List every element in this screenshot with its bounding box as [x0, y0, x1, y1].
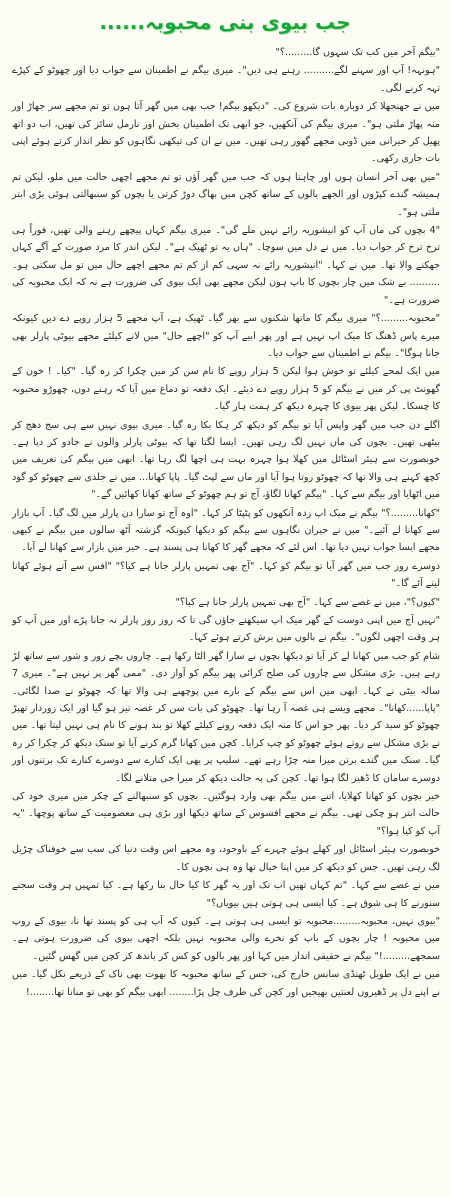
paragraph: میں نے جھنجھلا کر دوبارہ بات شروع کی۔ "دیکھو بیگم! جب بھی میں گھر آتا ہوں تو تم مجھے سر جھاڑ اور منہ پھاڑ ملتی ہو"۔ میری بیگم کی آنکھیں، جو ابھی تک اطمینان بخش اور نارمل سائز کی تھیں، اب دو اتھ پھیل کر حیرانی میں ڈوبی مجھے گھور رہی تھیں۔ میں نے ان کی تیکھی نگاہوں کو نظر انداز کرتے ہوئے اپنی بات جاری رکھی۔ [12, 101, 440, 165]
paragraph: شام کو جب میں کھانا لے کر آیا تو دیکھا بچوں نے سارا گھر الٹا رکھا ہے۔ چاروں بچے زور و شور سے ساتھ لڑ رہے ہیں۔ بڑی مشکل سے چاروں کی صلح کرائی پھر بیگم کو آواز دی۔ "ممی گھر پر نہیں ہے"۔ میری 7 سالہ بیٹی نے کہا۔ ابھی میں اس سے بیگم کے بارے میں پوچھنے ہی والا تھا کہ چھوٹو نے صدا لگائی۔ "پاپا......کھانا"۔ مجھے ویسے ہی غصہ آ رہا تھا۔ چھوٹو کی بات سن کر غصہ تیز ہو گیا اور ایک زوردار تھپڑ چھوٹو کو سید کر دیا۔ پھر جو اس کا منہ ایک دفعہ رونے کیلئے کھلا تو بند ہونے کا نام ہی نہیں لیتا تھا۔ میں نے بڑی مشکل سے روتے ہوئے چھوٹو کو چپ کرایا۔ کچن میں کھانا گرم کرنے آیا تو سنک دیکھ کر چکرا کر رہ گیا۔ سنک میں گندے برتن میرا منہ چڑا رہے تھے۔ سلیپ پر بھی ایک کنارے سے دوسرے کنارے تک برتنوں اور دوسرے سامان کا ڈھیر لگا ہوا تھا۔ کچن کی یہ حالت دیکھ کر میرا جی متلانے لگا۔ [12, 650, 440, 784]
article-body [0, 44, 450, 1001]
paragraph: "4 بچوں کی ماں آپ کو انیشوریہ رائے نہیں ملے گی"۔ میری بیگم کہاں پیچھے رہنے والی تھیں، فوراً ہی ترخ ترخ کر جواب دیا۔ میں نے دل میں سوچا۔ "ہاں یہ تو ٹھیک ہے"۔ لیکن اندر کا مرد صورت کے آگے کہاں جھکنے والا تھا۔ میں نے کہا۔ "انیشوریہ رائے نہ سہی کم از کم تم مجھے اچھے حال میں تو مل سکتی ہو۔ .......... بے شک میں چار بچوں کا باپ ہوں لیکن مجھے بھی ایک بیوی کی ضرورت ہے نہ کہ ایک محبوبہ کی ضرورت ہے۔" [12, 225, 440, 306]
title-banner [0, 0, 450, 44]
article-title: جب بیوی بنی محبوبہ...... [99, 10, 351, 34]
paragraph: میں ایک لمحے کیلئے تو خوش ہوا لیکن 5 ہزار روپے کا نام سن کر میں چکرا کر رہ گیا۔ "کیا۔ ! خون کے گھونٹ پی کر میں نے بیگم کو 5 ہزار روپے دے دیئے۔ ایک دفعہ تو دماغ میں آیا کہ رہنے دوں، چھوڑو محبوبہ کا چسکا۔ لیکن پھر بیوی کا چہرہ دیکھ کر ہمت ہار گیا۔ [12, 366, 441, 413]
paragraph: "بیگم آخر میں کب تک سہوں گا.........؟" [275, 47, 440, 58]
paragraph: "میں بھی آخر انسان ہوں اور چاہتا ہوں کہ جب میں گھر آؤں تو تم مجھے اچھی حالت میں ملو، لیکن تم ہمیشہ گندے کپڑوں اور الجھے بالوں کے ساتھ کچن میں بھاگ دوڑ کرتی یا بچوں کو سنبھالتی ہوئی بڑی ابتر ملتی ہو"۔ [12, 171, 440, 218]
paragraph: خوبصورت ہیئر اسٹائل اور کھلے ہوئے چہرے کے باوجود، وہ مجھے اس وقت دنیا کی سب سے خوفناک چڑیل لگ رہی تھیں۔ جس کو دیکھ کر میں اپنا خیال تھا وہ ہی بچوں کا۔ [12, 844, 440, 873]
paragraph: دوسرے روز جب میں گھر آیا تو بیگم کو کہا۔ "آج بھی تمہیں پارلر جانا ہے کیا؟" "افس سے آتے ہوئے کھانا لیتے آئے گا۔" [12, 560, 440, 590]
paragraph: "بیوی نہیں، محبوبہ.........محبوبہ تو ایسی ہی ہوتی ہے۔ کیوں کہ آپ ہی کو پسند تھا نا، بیوی کے روپ میں محبوبہ ! چار بچوں کے باپ کو نخرے والی محبوبہ نہیں بلکہ اچھی بیوی کی ضرورت ہوتی ہے۔ سمجھے.........!" بیگم نے حقیقی انداز میں کہا اور پھر بالوں کو کس کر باندھ کر کچن میں گھس گئیں۔ [12, 915, 440, 962]
paragraph: "محبوبہ.........؟" میری بیگم کا ماتھا شکنوں سے بھر گیا۔ ٹھیک ہے، آپ مجھے 5 ہزار روپے دے دیں کیونکہ میرے پاس ڈھنگ کا میک اپ نہیں ہے اور پھر ابیے آپ کو "اچھے حال" میں لانے کیلئے مجھے بیوٹی پارلر بھی جانا ہوگا"۔ بیگم نے اطمینان سے جواب دیا۔ [12, 313, 441, 359]
paragraph: "ہونہہ! آپ اور سہنے لگے.......... رہنے ہی دیں"۔ میری بیگم نے اطمینان سے جواب دیا اور چھوٹو کے کپڑے تہہ کرنے لگی۔ [12, 65, 440, 94]
paragraph: میں نے ایک طویل ٹھنڈی سانس خارج کی، جس کے ساتھ محبوبہ کا بھوت بھی ناک کے ذریعے نکل گیا۔ میں نے اپنے دل پر ڈھیروں لعنتیں بھیجیں اور کچن کی طرف چل پڑا........ ابھی بیگم کو بھی تو منانا تھا........! [12, 969, 440, 998]
paragraph: "کیوں؟"، میں نے غصے سے کہا۔ "آج بھی تمہیں پارلر جانا ہے کیا؟" [175, 596, 440, 608]
paragraph: میں نے غصے سے کہا۔ "تم کہاں تھیں اب تک اور یہ گھر کا کیا حال بنا رکھا ہے۔ کیا تمہیں ہر وقت سجنے سنورنے کا ہی شوق ہے۔ کیا ایسی ہی ہوتی ہیں بیویاں؟" [12, 880, 440, 909]
paragraph: "کھانا.........؟" بیگم نے میک اپ زدہ آنکھوں کو پٹپٹا کر کہا۔ "اوہ آج تو سارا دن پارلر میں لگ گیا۔ آپ بازار سے کھانا لے آئیے۔" میں نے حیران نگاہوں سے بیگم کو دیکھا کیونکہ گزشتہ آٹھ سالوں میں بیگم نے کبھی مجھے ایسا جواب نہیں دیا تھا۔ اس لئے کہ مجھے گھر کا کھانا ہی پسند ہے۔ خیر میں بازار سے کھانا لے آیا۔ [12, 507, 440, 554]
paragraph: خیر بچوں کو کھانا کھلایا، اتنے میں بیگم بھی وارد ہوگئیں۔ بچوں کو سنبھالنے کے چکر میں میری خود کی حالت ابتر ہو چکی تھی۔ بیگم نے مجھے افسوس کے ساتھ دیکھا اور بڑی ہی معصومیت کے ساتھ پوچھا۔ "یہ آپ کو کیا ہوا؟" [12, 791, 440, 837]
paragraph: اگلے دن جب میں گھر واپس آیا تو بیگم کو دیکھ کر ہکا بکا رہ گیا۔ میری بیوی نہیں سے ہی سج دھج کر بیٹھی تھیں۔ بچوں کی ماں نہیں لگ رہی تھیں۔ ایسا لگتا تھا کہ بیوٹی پارلر والوں نے جادو کر دیا ہے۔ خوبصورت سے ہیئر اسٹائل میں کھلا ہوا چہرہ بہت ہی اچھا لگ رہا تھا۔ ابھی میں بیگم کی تعریف میں کچھ کہنے ہی والا تھا کہ چھوٹو روتا ہوا آیا اور ماں سے لپٹ گیا۔ پاپا کھانا... میں نے جلدی سے چھوٹو کو گود میں اٹھایا اور بیگم سے کہا۔ "بیگم کھانا لگاؤ، آج تو ہم چھوٹو کے ساتھ کھانا کھائیں گے۔" [12, 419, 440, 501]
paragraph: "نہیں آج میں اپنی دوست کے گھر میک اپ سیکھنے جاؤں گی تا کہ روز روز پارلر نہ جانا پڑے اور میں آپ کو ہر وقت اچھی لگوں"۔ بیگم نے بالوں میں برش کرتے ہوئے کہا۔ [12, 615, 440, 644]
